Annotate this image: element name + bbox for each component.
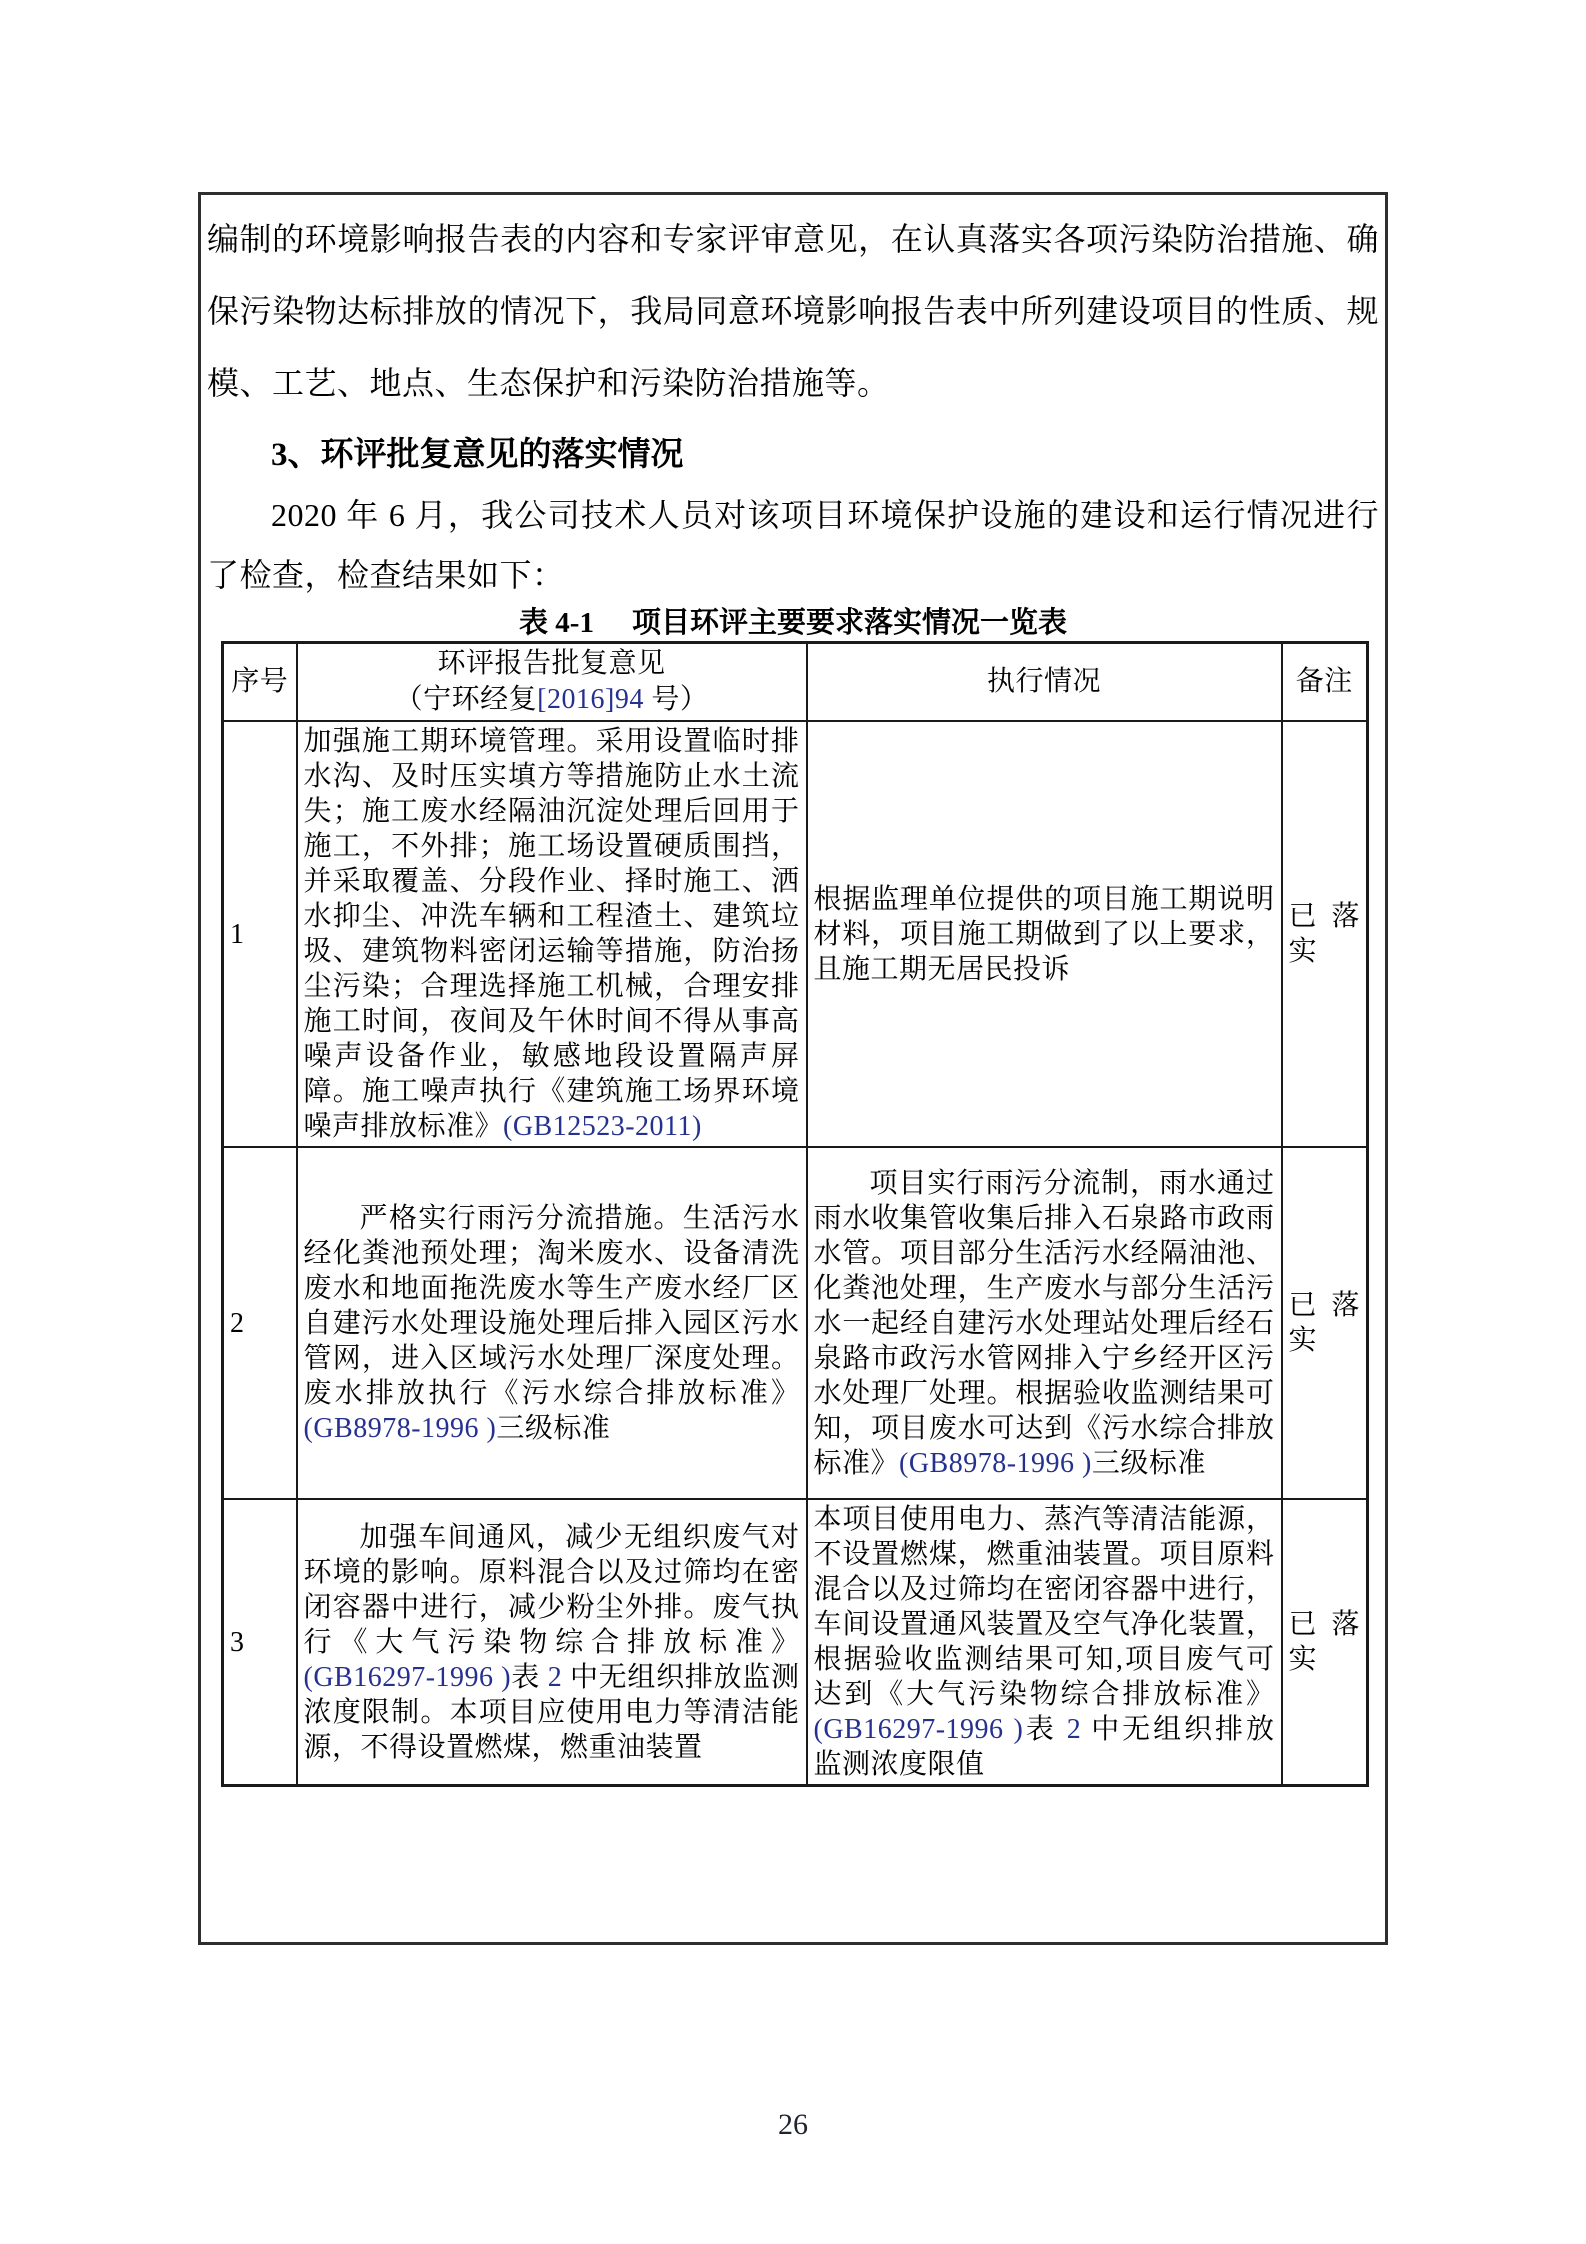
table-row [223,721,1368,1147]
table-row [223,1499,1368,1786]
table-caption-title: 项目环评主要要求落实情况一览表 [631,607,1067,639]
row3-no: 3 [223,1499,297,1786]
paragraph-inspection-intro: 2020 年 6 月，我公司技术人员对该项目环境保护设施的建设和运行情况进行了检查，检查结果如下： [207,497,1379,593]
table-row [223,1147,1368,1499]
requirements-table [221,641,1369,1787]
table-caption-label: 表 4-1 [519,607,594,639]
row3-execution: 本项目使用电力、蒸汽等清洁能源，不设置燃煤，燃重油装置。项目原料混合以及过筛均在密闭容器中进行，车间设置通风装置及空气净化装置，根据验收监测结果可知,项目废气可达到《大气污染物综合排放标准》(GB16297-1996 )表 2 中无组织排放监测浓度限值 [807,1499,1282,1786]
row3-remark: 已落实 [1282,1499,1368,1786]
table-header-row [223,643,1368,722]
row1-remark: 已落实 [1282,721,1368,1147]
table-caption [205,607,1381,639]
row1-execution: 根据监理单位提供的项目施工期说明材料，项目施工期做到了以上要求，且施工期无居民投诉 [807,721,1282,1147]
page-content [201,203,1385,1787]
row3-opinion: 加强车间通风，减少无组织废气对环境的影响。原料混合以及过筛均在密闭容器中进行，减少粉尘外排。废气执行《大气污染物综合排放标准》(GB16297-1996 )表 2 中无组织排放监测浓度限制。本项目应使用电力等清洁能源，不得设置燃煤，燃重油装置 [297,1499,807,1786]
header-no: 序号 [223,643,297,722]
header-opinion-line2: （宁环经复[2016]94 号） [394,684,709,715]
paragraph-approval-summary: 编制的环境影响报告表的内容和专家评审意见，在认真落实各项污染防治措施、确保污染物达标排放的情况下，我局同意环境影响报告表中所列建设项目的性质、规模、工艺、地点、生态保护和污染防治措施等。 [207,221,1379,401]
row1-opinion: 加强施工期环境管理。采用设置临时排水沟、及时压实填方等措施防止水土流失；施工废水经隔油沉淀处理后回用于施工，不外排；施工场设置硬质围挡，并采取覆盖、分段作业、择时施工、洒水抑尘、冲洗车辆和工程渣土、建筑垃圾、建筑物料密闭运输等措施，防治扬尘污染；合理选择施工机械，合理安排施工时间，夜间及午休时间不得从事高噪声设备作业，敏感地段设置隔声屏障。施工噪声执行《建筑施工场界环境噪声排放标准》(GB12523-2011) [297,721,807,1147]
header-execution: 执行情况 [807,643,1282,722]
row2-remark: 已落实 [1282,1147,1368,1499]
row2-execution: 项目实行雨污分流制，雨水通过雨水收集管收集后排入石泉路市政雨水管。项目部分生活污水经隔油池、化粪池处理，生产废水与部分生活污水一起经自建污水处理站处理后经石泉路市政污水管网排入宁乡经开区污水处理厂处理。根据验收监测结果可知，项目废水可达到《污水综合排放标准》(GB8978-1996 )三级标准 [807,1147,1282,1499]
section-heading: 3、环评批复意见的落实情况 [271,437,684,473]
row2-no: 2 [223,1147,297,1499]
document-page-frame [198,192,1388,1945]
page-number: 26 [778,2108,808,2141]
row2-opinion: 严格实行雨污分流措施。生活污水经化粪池预处理；淘米废水、设备清洗废水和地面拖洗废水等生产废水经厂区自建污水处理设施处理后排入园区污水管网，进入区域污水处理厂深度处理。废水排放执行《污水综合排放标准》(GB8978-1996 )三级标准 [297,1147,807,1499]
header-opinion-line1: 环评报告批复意见 [437,648,666,679]
header-opinion [297,643,807,722]
row1-no: 1 [223,721,297,1147]
header-remark: 备注 [1282,643,1368,722]
